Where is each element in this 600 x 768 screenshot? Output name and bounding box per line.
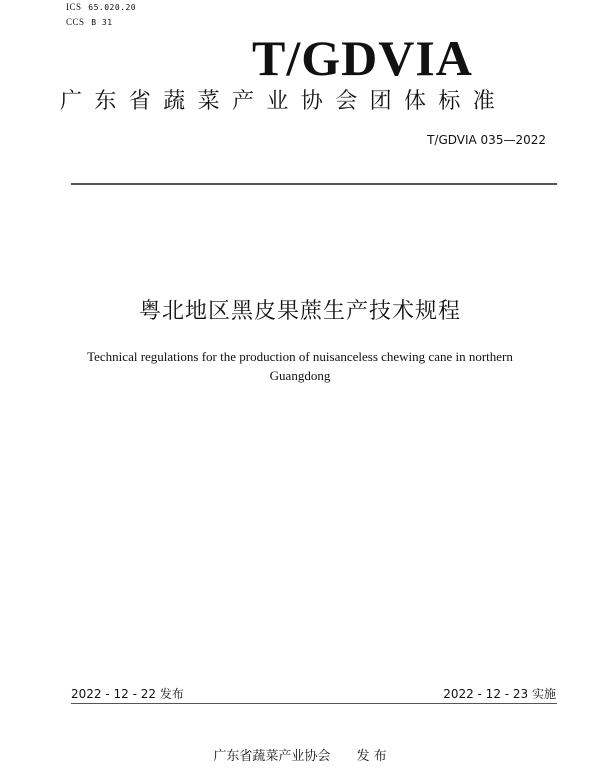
publish-date: 2022 - 12 - 22 发布 <box>71 687 184 701</box>
association-standard-heading: 广东省蔬菜产业协会团体标准 <box>60 89 508 114</box>
bottom-divider <box>71 703 557 704</box>
standard-number: T/GDVIA 035—2022 <box>427 133 546 147</box>
implement-date: 2022 - 12 - 23 实施 <box>443 687 556 701</box>
ics-code <box>66 2 136 12</box>
publisher-action: 发 布 <box>356 749 387 764</box>
english-title-line-1: Technical regulations for the production of nuisanceless chewing cane in northern <box>87 349 513 364</box>
english-title-line-2: Guangdong <box>269 368 331 383</box>
publisher-line <box>0 745 600 764</box>
standard-brand-logo: T/GDVIA <box>252 30 473 86</box>
document-title-chinese: 粤北地区黑皮果蔗生产技术规程 <box>138 299 461 324</box>
ccs-code <box>66 17 113 27</box>
document-title-english <box>70 347 530 385</box>
ccs-value: B 31 <box>91 18 113 27</box>
ccs-label: CCS <box>66 17 85 27</box>
top-divider <box>71 183 557 185</box>
ics-value: 65.020.20 <box>88 3 137 12</box>
publisher-name: 广东省蔬菜产业协会 <box>213 749 331 764</box>
ics-label: ICS <box>66 2 82 12</box>
